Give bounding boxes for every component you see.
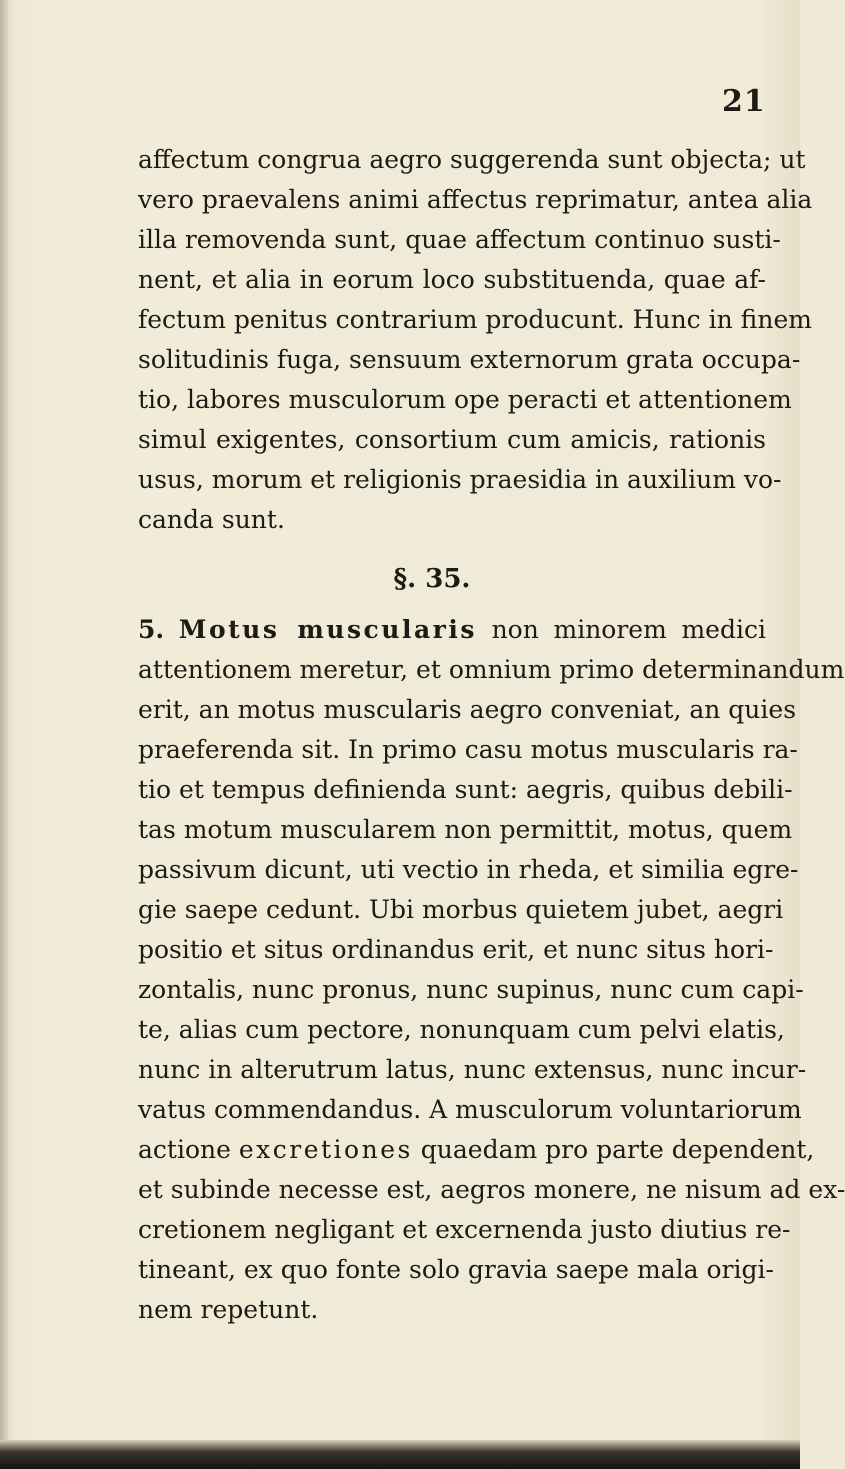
term-excretiones: excretiones [238, 1135, 413, 1164]
page-bottom-edge [0, 1440, 800, 1469]
text-line: praeferenda sit. In primo casu motus muscularis ra- [138, 735, 798, 764]
text-line: positio et situs ordinandus erit, et nunc situs hori- [138, 935, 774, 964]
text-line: simul exigentes, consortium cum amicis, rationis [138, 425, 766, 454]
line-before: actione [138, 1135, 231, 1164]
text-line: tineant, ex quo fonte solo gravia saepe mala origi- [138, 1255, 774, 1284]
text-line: attentionem meretur, et omnium primo determinandum [138, 655, 845, 684]
text-line: fectum penitus contrarium producunt. Hunc in finem [138, 305, 812, 334]
text-line: erit, an motus muscularis aegro conveniat, an quies [138, 695, 797, 724]
paragraph-2 [138, 610, 845, 1330]
term-motus-muscularis: Motus muscularis [178, 615, 477, 644]
paragraph-1 [138, 140, 813, 540]
text-line-excretiones [138, 1130, 815, 1170]
section-heading: §. 35. [393, 564, 471, 594]
text-line: te, alias cum pectore, nonunquam cum pelvi elatis, [138, 1015, 785, 1044]
text-line: canda sunt. [138, 505, 285, 534]
text-line: zontalis, nunc pronus, nunc supinus, nunc cum capi- [138, 975, 804, 1004]
text-line: vero praevalens animi affectus reprimatur, antea alia [138, 185, 813, 214]
body-text [138, 140, 845, 1330]
text-line: tas motum muscularem non permittit, motus, quem [138, 815, 793, 844]
text-line: et subinde necesse est, aegros monere, ne nisum ad ex- [138, 1175, 845, 1204]
text-line: nunc in alterutrum latus, nunc extensus, nunc incur- [138, 1055, 807, 1084]
text-line: tio, labores musculorum ope peracti et attentionem [138, 385, 792, 414]
text-line-first [138, 610, 766, 650]
text-line: usus, morum et religionis praesidia in auxilium vo- [138, 465, 782, 494]
page-number: 21 [722, 84, 766, 119]
item-number: 5. [138, 615, 165, 644]
page-gutter [0, 0, 8, 1469]
text-line: affectum congrua aegro suggerenda sunt objecta; ut [138, 145, 806, 174]
text-line: gie saepe cedunt. Ubi morbus quietem jubet, aegri [138, 895, 784, 924]
line-after: quaedam pro parte dependent, [420, 1135, 815, 1164]
text-line: illa removenda sunt, quae affectum continuo susti- [138, 225, 781, 254]
text-line: nem repetunt. [138, 1295, 319, 1324]
text-line: nent, et alia in eorum loco substituenda, quae af- [138, 265, 766, 294]
text-line: vatus commendandus. A musculorum voluntariorum [138, 1095, 802, 1124]
text-line: cretionem negligant et excernenda justo diutius re- [138, 1215, 791, 1244]
line-rest: non minorem medici [491, 615, 766, 644]
text-line: tio et tempus definienda sunt: aegris, quibus debili- [138, 775, 793, 804]
text-line: passivum dicunt, uti vectio in rheda, et similia egre- [138, 855, 799, 884]
text-line: solitudinis fuga, sensuum externorum grata occupa- [138, 345, 801, 374]
